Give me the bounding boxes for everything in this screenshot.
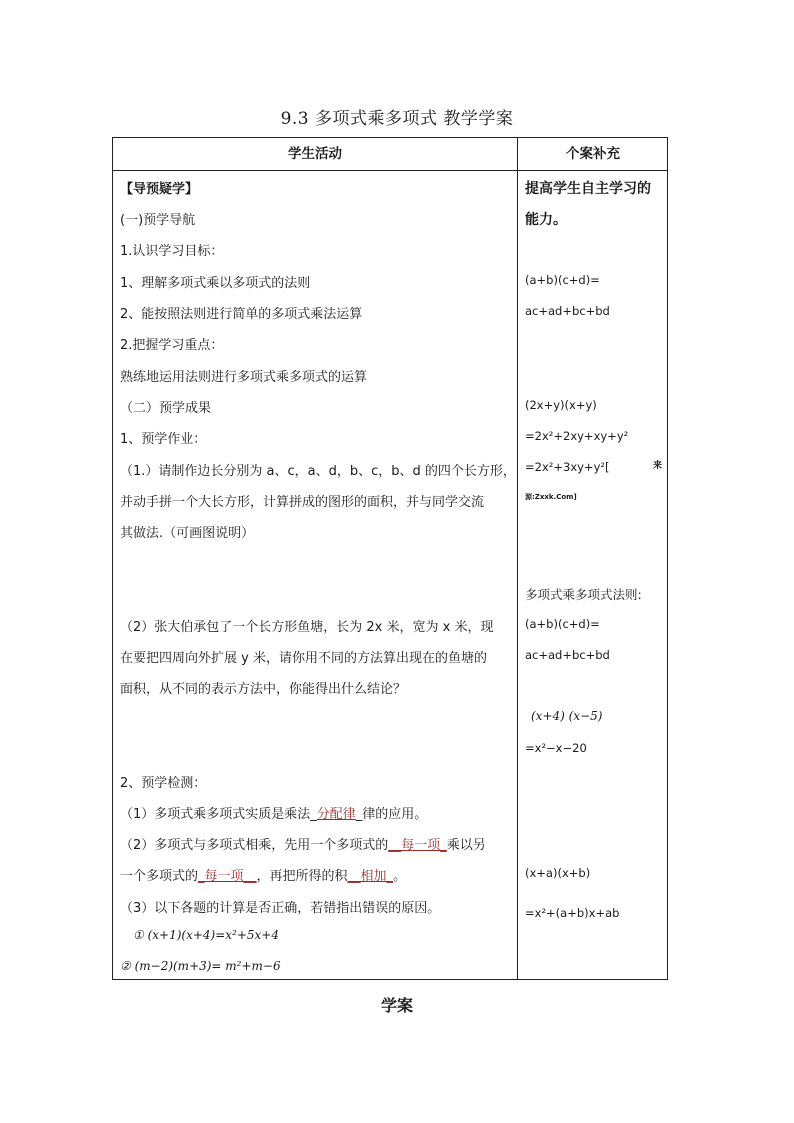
check-item-3: （3）以下各题的计算是否正确，若错指出错误的原因。 (120, 901, 441, 916)
footer-label: 学案 (380, 996, 413, 1015)
key-text: 熟练地运用法则进行多项式乘多项式的运算 (120, 370, 368, 385)
check-2-line2-prefix: 一个多项式的 (120, 869, 199, 884)
check-1-suffix: _律的应用。 (355, 807, 428, 822)
goal-2: 2、能按照法则进行简单的多项式乘法运算 (120, 307, 363, 322)
homework-heading: 1、预学作业： (120, 432, 207, 447)
question-1-line-3: 其做法.（可画图说明） (120, 526, 255, 541)
formula-10: =x²−x−20 (525, 741, 587, 755)
formula-5: =2x²+3xy+y²[ (525, 460, 610, 474)
activity-table (112, 137, 668, 980)
formula-9: (x+4) (x−5) (531, 709, 603, 723)
question-1-line-2: 并动手拼一个大长方形，计算拼成的图形的面积，并与同学交流 (120, 495, 485, 510)
source-mark-star: 来 (653, 461, 663, 471)
check-item-2-line-2 (120, 865, 406, 884)
formula-8: ac+ad+bc+bd (525, 648, 610, 662)
goals-heading: 1.认识学习目标： (120, 244, 224, 259)
check-2-line2-mid: ，再把所得的积 (256, 869, 348, 884)
formula-11: (x+a)(x+b) (525, 866, 591, 880)
question-2-line-2: 在要把四周向外扩展 y 米，请你用不同的方法算出现在的鱼塘的 (120, 651, 487, 666)
key-heading: 2.把握学习重点： (120, 338, 224, 353)
question-2-line-1: （2）张大伯承包了一个长方形鱼塘，长为 2x 米，宽为 x 米，现 (120, 620, 494, 635)
rule-heading: 多项式乘多项式法则: (525, 587, 642, 602)
goal-1: 1、理解多项式乘以多项式的法则 (120, 276, 311, 291)
section-heading: 【导预疑学】 (120, 182, 199, 197)
check-1-prefix: （1）多项式乘多项式实质是乘法_ (120, 807, 317, 822)
note-line-1: 提高学生自主学习的 (525, 181, 651, 197)
formula-3: (2x+y)(x+y) (525, 398, 597, 412)
formula-7: (a+b)(c+d)= (525, 617, 600, 631)
exercise-1: ① (x+1)(x+4)=x²+5x+4 (133, 928, 279, 942)
check-item-2-line-1 (120, 834, 486, 853)
source-note: 源:Zxxk.Com] (525, 493, 577, 501)
formula-1: (a+b)(c+d)= (525, 273, 600, 287)
header-student-activity: 学生活动 (288, 146, 342, 162)
formula-4: =2x²+2xy+xy+y² (525, 429, 629, 443)
check-2-line1-suffix: 乘以另 (446, 838, 486, 853)
check-2-answer-2: _每一项__ (198, 869, 257, 884)
part1-heading: (一)预学导航 (120, 213, 196, 228)
header-case-supplement: 个案补充 (566, 146, 620, 162)
check-1-answer: 分配律 (316, 807, 356, 822)
exercise-2: ② (m−2)(m+3)= m²+m−6 (120, 959, 281, 973)
check-2-prefix: （2）多项式与多项式相乘，先用一个多项式的 (120, 838, 389, 853)
formula-2: ac+ad+bc+bd (525, 304, 610, 318)
formula-12: =x²+(a+b)x+ab (525, 906, 620, 920)
check-item-1 (120, 803, 427, 822)
question-1-line-1: （1.）请制作边长分别为 a、c，a、d，b、c，b、d 的四个长方形， (120, 464, 516, 479)
note-line-2: 能力。 (525, 212, 567, 228)
page-title: 9.3 多项式乘多项式 教学学案 (280, 109, 514, 129)
column-divider (517, 138, 518, 979)
check-2-line2-suffix: 。 (393, 869, 407, 884)
header-divider (113, 170, 667, 171)
question-2-line-3: 面积，从不同的表示方法中，你能得出什么结论？ (120, 682, 407, 697)
check-2-answer-1: __每一项_ (388, 838, 447, 853)
check-heading: 2、预学检测： (120, 776, 207, 791)
part2-heading: （二）预学成果 (120, 401, 212, 416)
check-2-answer-3: __相加_ (347, 869, 394, 884)
